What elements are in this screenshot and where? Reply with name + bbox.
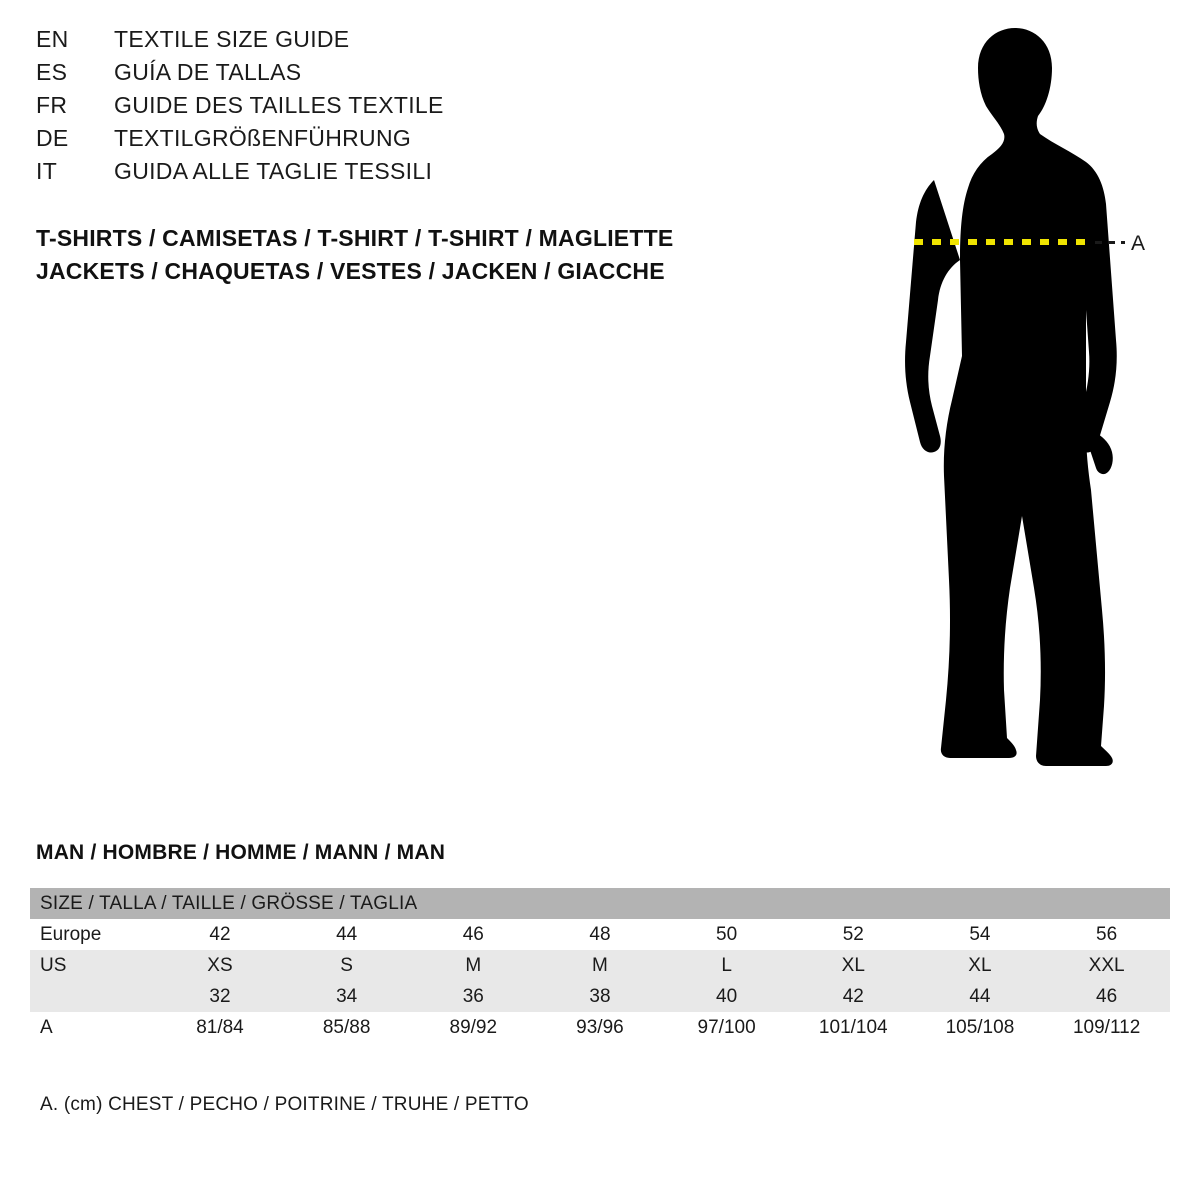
cell: 42 (790, 981, 917, 1012)
cell: 81/84 (157, 1012, 284, 1043)
cell: S (283, 950, 410, 981)
cell: 40 (663, 981, 790, 1012)
table-header-row (30, 888, 1170, 919)
language-text: GUIDE DES TAILLES TEXTILE (114, 92, 444, 118)
language-code: EN (36, 26, 69, 52)
row-label-us: US (30, 950, 157, 981)
language-text: TEXTILGRÖßENFÜHRUNG (114, 125, 412, 151)
size-table (30, 888, 1170, 1043)
measurement-footnote: A. (cm) CHEST / PECHO / POITRINE / TRUHE / PETTO (40, 1094, 529, 1115)
table-row (30, 919, 1170, 950)
table-row (30, 950, 1170, 981)
cell: 38 (537, 981, 664, 1012)
table-header-label: SIZE / TALLA / TAILLE / GRÖSSE / TAGLIA (30, 888, 1170, 919)
category-tshirts: T-SHIRTS / CAMISETAS / T-SHIRT / T-SHIRT / MAGLIETTE (36, 225, 674, 251)
cell: 46 (1043, 981, 1170, 1012)
language-row-en (36, 26, 736, 59)
cell: 50 (663, 919, 790, 950)
garment-category-list (36, 222, 796, 288)
category-jackets: JACKETS / CHAQUETAS / VESTES / JACKEN / GIACCHE (36, 258, 665, 284)
cell: 85/88 (283, 1012, 410, 1043)
language-text: GUIDA ALLE TAGLIE TESSILI (114, 158, 433, 184)
measure-label-a: A (1131, 232, 1146, 255)
language-row-es (36, 59, 736, 92)
cell: M (410, 950, 537, 981)
row-label-blank (30, 981, 157, 1012)
row-label-europe: Europe (30, 919, 157, 950)
cell: 32 (157, 981, 284, 1012)
language-code: FR (36, 92, 68, 118)
table-row (30, 1012, 1170, 1043)
language-list (36, 26, 736, 191)
cell: 42 (157, 919, 284, 950)
cell: 97/100 (663, 1012, 790, 1043)
cell: 52 (790, 919, 917, 950)
cell: 105/108 (917, 1012, 1044, 1043)
cell: 44 (283, 919, 410, 950)
language-row-de (36, 125, 736, 158)
cell: XL (917, 950, 1044, 981)
language-code: DE (36, 125, 69, 151)
cell: 93/96 (537, 1012, 664, 1043)
cell: 56 (1043, 919, 1170, 950)
language-code: IT (36, 158, 58, 184)
table-row (30, 981, 1170, 1012)
language-text: GUÍA DE TALLAS (114, 59, 302, 85)
cell: 46 (410, 919, 537, 950)
man-silhouette-icon (810, 10, 1190, 800)
cell: 101/104 (790, 1012, 917, 1043)
measure-leader-dashes (1095, 241, 1125, 244)
cell: L (663, 950, 790, 981)
language-code: ES (36, 59, 68, 85)
cell: M (537, 950, 664, 981)
cell: 54 (917, 919, 1044, 950)
cell: 109/112 (1043, 1012, 1170, 1043)
body-figure (810, 10, 1190, 800)
language-row-it (36, 158, 736, 191)
cell: 36 (410, 981, 537, 1012)
row-label-a: A (30, 1012, 157, 1043)
cell: 34 (283, 981, 410, 1012)
cell: 48 (537, 919, 664, 950)
cell: XXL (1043, 950, 1170, 981)
language-row-fr (36, 92, 736, 125)
cell: 89/92 (410, 1012, 537, 1043)
section-label-man: MAN / HOMBRE / HOMME / MANN / MAN (36, 841, 446, 864)
language-text: TEXTILE SIZE GUIDE (114, 26, 350, 52)
cell: 44 (917, 981, 1044, 1012)
cell: XL (790, 950, 917, 981)
cell: XS (157, 950, 284, 981)
